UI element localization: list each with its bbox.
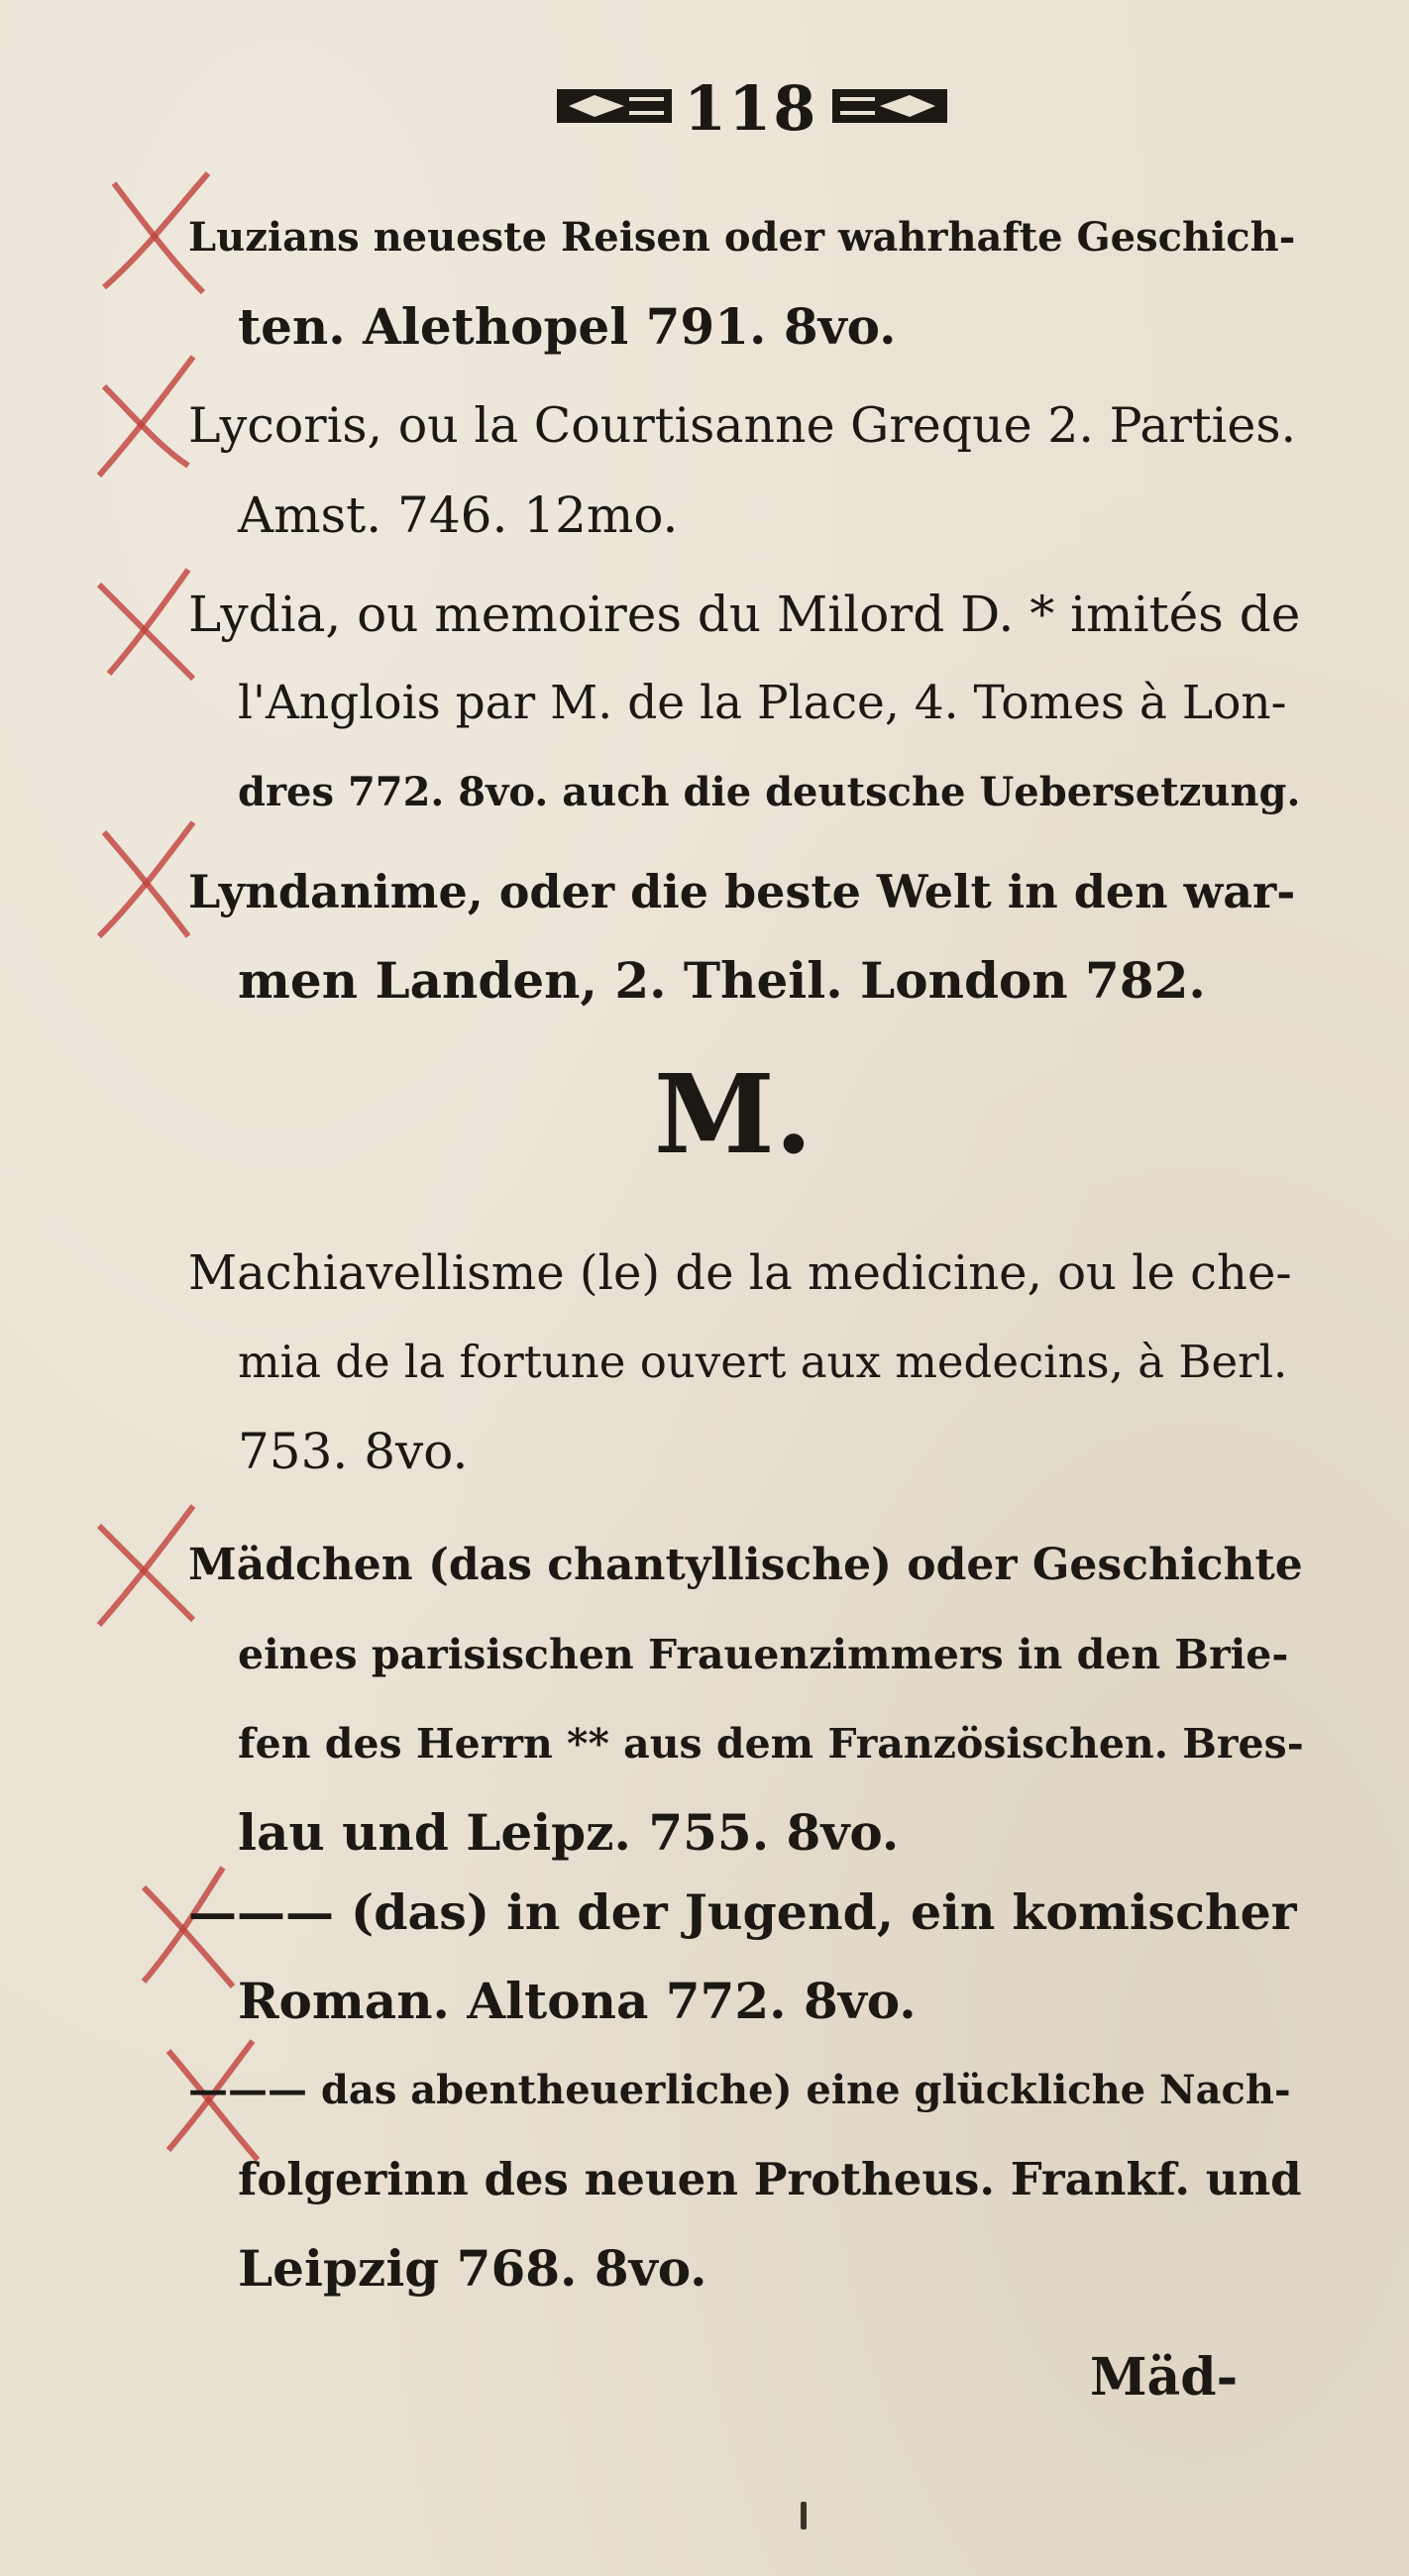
signature-tick bbox=[801, 2502, 807, 2529]
page-number: 118 bbox=[684, 72, 818, 145]
entry-line: eines parisischen Frauenzimmers in den Brie- bbox=[238, 1631, 1289, 1678]
entry-line: Amst. 746. 12mo. bbox=[238, 486, 679, 544]
entry-line: Lyndanime, oder die beste Welt in den war- bbox=[188, 865, 1296, 918]
catalog-entry-lycoris bbox=[188, 381, 1308, 560]
catalog-entry-machiavellisme bbox=[188, 1229, 1308, 1496]
entry-line: ten. Alethopel 791. 8vo. bbox=[238, 297, 897, 356]
entry-line: folgerinn des neuen Protheus. Frankf. und bbox=[238, 2153, 1302, 2205]
left-ornament-icon bbox=[555, 81, 674, 131]
entry-line: mia de la fortune ouvert aux medecins, à Berl. bbox=[238, 1336, 1288, 1388]
catalog-entry-lydia bbox=[188, 570, 1308, 837]
entry-line: l'Anglois par M. de la Place, 4. Tomes à Lon- bbox=[238, 676, 1287, 730]
catalog-entry-luzians bbox=[188, 193, 1308, 372]
catchword: Mäd- bbox=[1090, 2347, 1239, 2408]
entry-line: fen des Herrn ** aus dem Französischen. Bres- bbox=[238, 1720, 1304, 1768]
entry-line: Lycoris, ou la Courtisanne Greque 2. Parties. bbox=[188, 397, 1297, 454]
section-heading-m: M. bbox=[654, 1050, 813, 1178]
entry-line: Luzians neueste Reisen oder wahrhafte Geschich- bbox=[188, 214, 1296, 261]
catalog-entry-maedchen-jugend bbox=[188, 1868, 1308, 2046]
entry-line: ——— das abentheuerliche) eine glückliche Nach- bbox=[188, 2067, 1291, 2113]
entry-line: Leipzig 768. 8vo. bbox=[238, 2239, 707, 2298]
entry-line: Mädchen (das chantyllische) oder Geschichte bbox=[188, 1540, 1303, 1590]
page-header bbox=[0, 69, 1409, 149]
entry-line: 753. 8vo. bbox=[238, 1423, 469, 1480]
entry-line: dres 772. 8vo. auch die deutsche Uebersetzung. bbox=[238, 769, 1301, 815]
catalog-entry-lyndanime bbox=[188, 847, 1308, 1025]
entry-line: Lydia, ou memoires du Milord D. * imités de bbox=[188, 586, 1301, 643]
catalog-entry-maedchen-chantyllische bbox=[188, 1521, 1308, 1878]
right-ornament-icon bbox=[830, 81, 949, 131]
entry-line: ——— (das) in der Jugend, ein komischer bbox=[188, 1883, 1297, 1941]
entry-line: Machiavellisme (le) de la medicine, ou le che- bbox=[188, 1245, 1292, 1301]
catalog-entry-maedchen-abentheuerliche bbox=[188, 2046, 1308, 2313]
entry-line: lau und Leipz. 755. 8vo. bbox=[238, 1803, 900, 1862]
entry-line: men Landen, 2. Theil. London 782. bbox=[238, 951, 1206, 1010]
entry-line: Roman. Altona 772. 8vo. bbox=[238, 1972, 917, 2030]
